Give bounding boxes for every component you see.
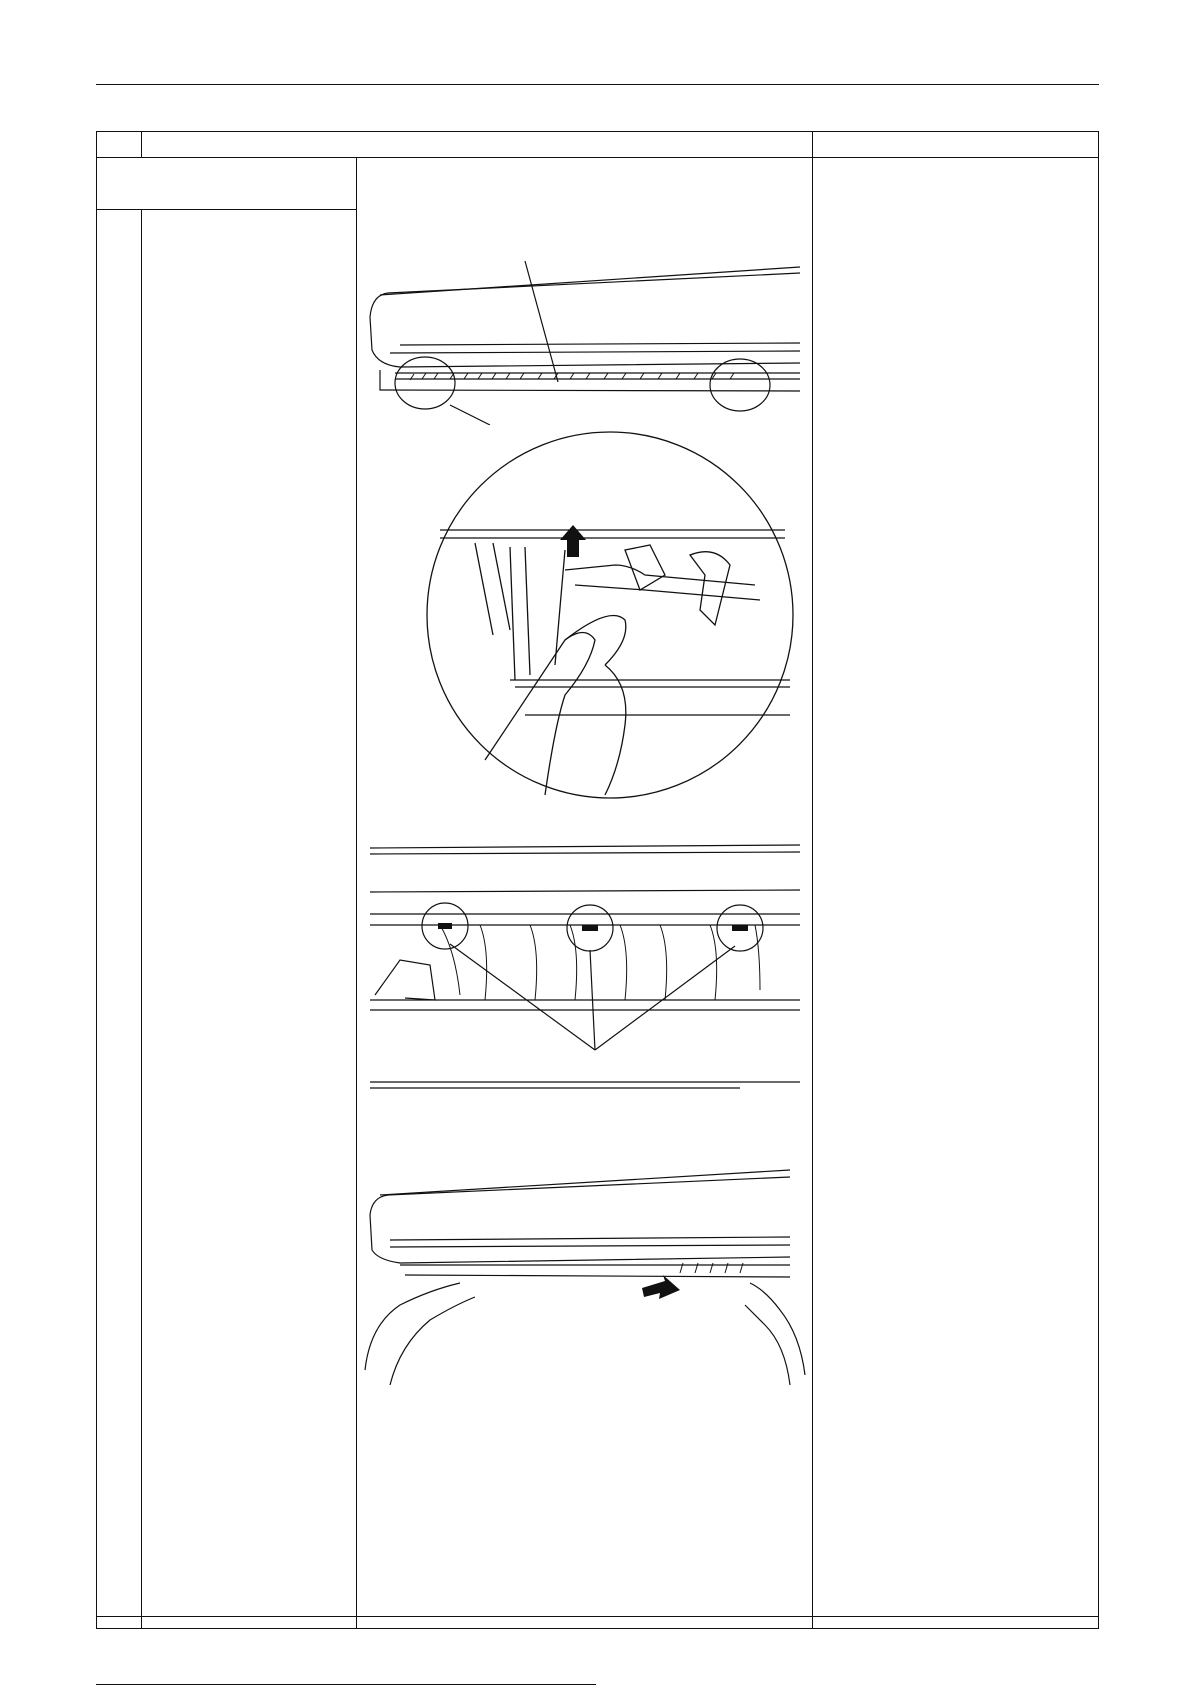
hook-positions-drawing: [360, 840, 810, 1090]
step-column-divider-header: [141, 131, 142, 157]
flap-overview-figure: [360, 255, 810, 425]
section-title-bottom-border: [96, 209, 356, 210]
hook-positions-figure: [360, 840, 810, 1090]
flap-pull-out-figure: [360, 1165, 810, 1385]
right-arrow-icon: [642, 1275, 680, 1299]
table-header-bottom-border: [96, 157, 1099, 158]
table-right-border: [1098, 131, 1099, 1629]
table-left-border: [96, 131, 97, 1629]
table-bottom-border: [96, 1628, 1099, 1629]
flap-overview-drawing: [360, 255, 810, 425]
hook-release-detail-drawing: [415, 425, 805, 805]
table-top-border: [96, 131, 1099, 132]
procedure-column-divider: [356, 157, 357, 1628]
footer-rule: [96, 1616, 1099, 1617]
flap-pull-out-drawing: [360, 1165, 810, 1385]
hook-release-detail-figure: [415, 425, 805, 805]
points-column-divider: [812, 131, 813, 1628]
step-column-divider: [141, 210, 142, 1628]
header-rule: [96, 84, 1099, 85]
